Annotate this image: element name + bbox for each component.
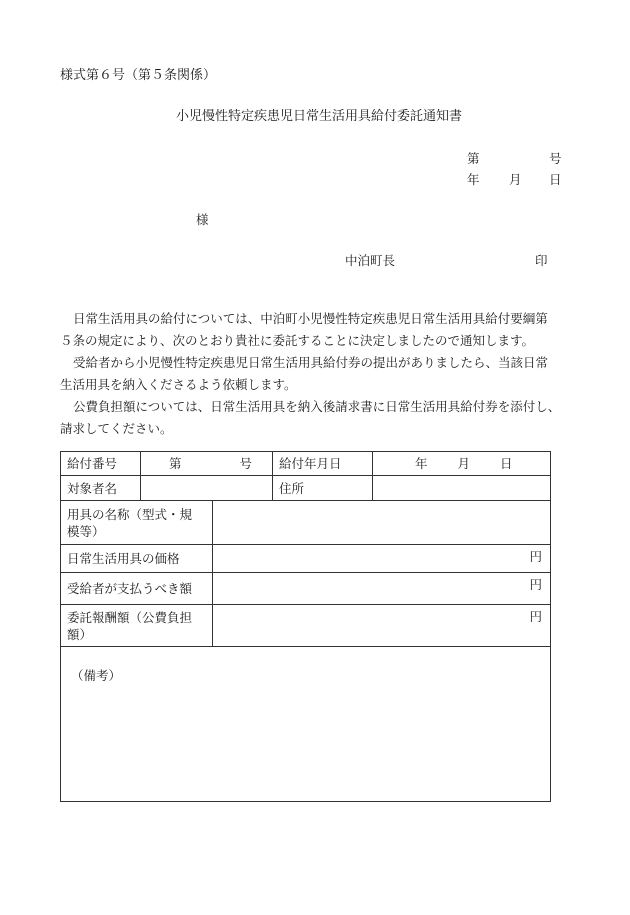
details-table	[60, 451, 551, 802]
paragraph-line: 日常生活用具の給付については、中泊町小児慢性特定疾患児日常生活用具給付要綱第	[73, 311, 548, 326]
label-kyufu-bango: 給付番号	[61, 452, 141, 476]
paragraph-line: ５条の規定により、次のとおり貴社に委託することに決定しましたので通知します。	[60, 333, 535, 348]
label-shiharai: 受給者が支払うべき額	[61, 573, 213, 605]
label-kyufu-date: 給付年月日	[273, 452, 373, 476]
document-title: 小児慢性特定疾患児日常生活用具給付委託通知書	[176, 109, 463, 124]
label-jusho: 住所	[273, 476, 373, 501]
doc-number-go: 号	[549, 151, 562, 166]
hi-text: 日	[500, 456, 513, 471]
dai-text: 第	[169, 456, 182, 471]
table-row	[61, 452, 551, 476]
paragraph-line: 生活用具を納入くださるよう依頼します。	[60, 377, 297, 392]
meisho-line-1: 用具の名称（型式・規	[67, 506, 193, 522]
recipient-sama: 様	[196, 212, 209, 227]
remarks-cell: （備考）	[61, 647, 551, 802]
yen-unit: 円	[213, 605, 551, 647]
table-row	[61, 476, 551, 501]
table-row	[61, 605, 551, 647]
table-row	[61, 501, 551, 545]
go-text: 号	[239, 456, 253, 471]
paragraph-line: 公費負担額については、日常生活用具を納入後請求書に日常生活用具給付券を添付し、	[73, 399, 561, 414]
table-row	[61, 573, 551, 605]
date-year: 年	[467, 172, 480, 187]
paragraph-line: 受給者から小児慢性特定疾患児日常生活用具給付券の提出がありましたら、当該日常	[73, 355, 549, 370]
cell-kyufu-date-value	[373, 452, 551, 476]
cell-meisho-value	[213, 501, 551, 545]
yen-unit: 円	[213, 545, 551, 573]
label-meisho	[61, 501, 213, 545]
cell-jusho-value	[373, 476, 551, 501]
label-kakaku: 日常生活用具の価格	[61, 545, 213, 573]
issuer-name: 中泊町長	[345, 253, 396, 268]
doc-number-dai: 第	[467, 151, 480, 166]
body-text	[60, 308, 600, 440]
table-row	[61, 545, 551, 573]
date-month: 月	[509, 172, 522, 187]
nen-text: 年	[415, 456, 428, 471]
label-taishosha: 対象者名	[61, 476, 141, 501]
label-hoshu	[61, 605, 213, 647]
issuer-seal: 印	[535, 253, 548, 268]
form-number: 様式第６号（第５条関係）	[60, 68, 217, 83]
hoshu-line-2: 額）	[67, 626, 93, 642]
meisho-line-2: 模等）	[67, 523, 105, 539]
date-day: 日	[549, 172, 562, 187]
hoshu-line-1: 委託報酬額（公費負担	[67, 609, 193, 625]
table-row	[61, 647, 551, 802]
tsuki-text: 月	[457, 456, 471, 471]
yen-unit: 円	[213, 573, 551, 605]
cell-taishosha-value	[141, 476, 273, 501]
cell-kyufu-bango-value	[141, 452, 273, 476]
paragraph-line: 請求してください。	[60, 421, 173, 436]
